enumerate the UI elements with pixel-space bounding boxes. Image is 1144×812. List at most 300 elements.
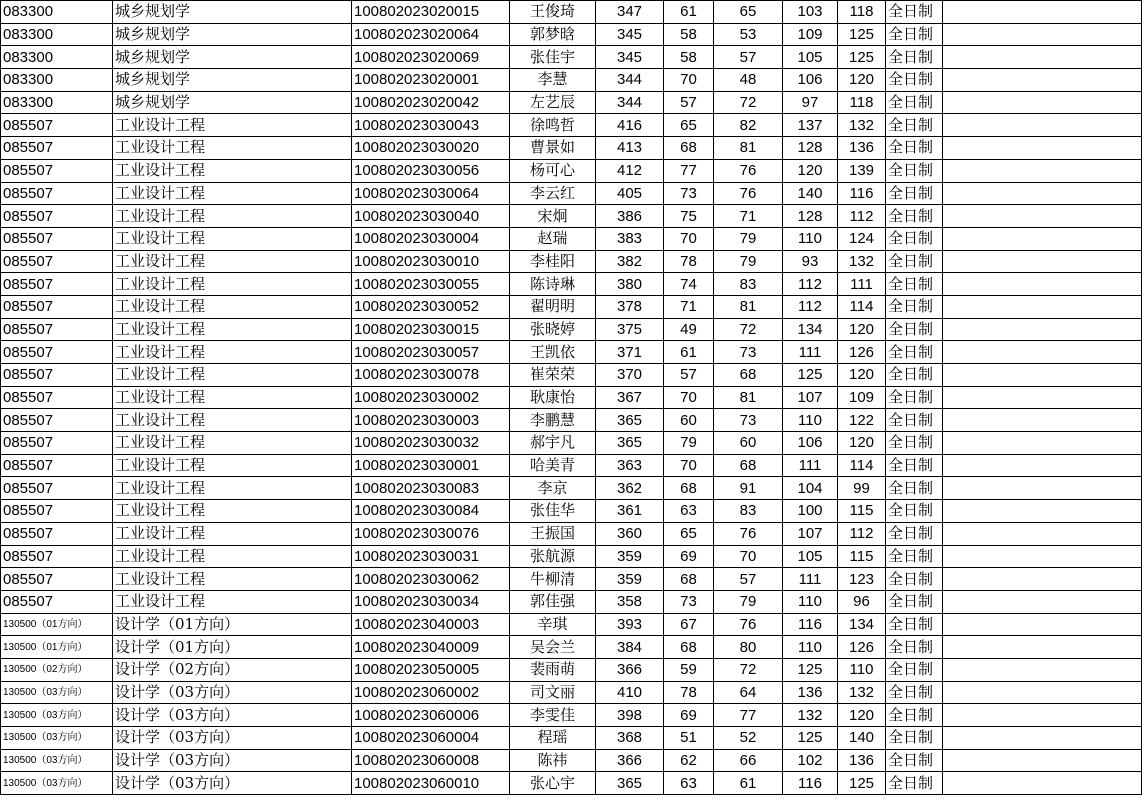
student-name-cell: 杨可心 <box>510 159 596 182</box>
foreign-language-score-cell: 66 <box>714 749 783 772</box>
foreign-language-score-cell: 73 <box>714 341 783 364</box>
empty-cell <box>943 568 1142 591</box>
study-mode-cell: 全日制 <box>886 500 943 523</box>
subject2-score-cell: 116 <box>838 182 886 205</box>
subject1-score-cell: 102 <box>783 749 838 772</box>
foreign-language-score-cell: 76 <box>714 159 783 182</box>
subject2-score-cell: 140 <box>838 727 886 750</box>
total-score-cell: 416 <box>596 114 664 137</box>
major-code-cell: 085507 <box>1 182 113 205</box>
table-row <box>1 159 1142 182</box>
subject1-score-cell: 137 <box>783 114 838 137</box>
subject1-score-cell: 111 <box>783 341 838 364</box>
politics-score-cell: 70 <box>664 454 714 477</box>
table-row <box>1 273 1142 296</box>
study-mode-cell: 全日制 <box>886 590 943 613</box>
total-score-cell: 412 <box>596 159 664 182</box>
subject2-score-cell: 112 <box>838 522 886 545</box>
politics-score-cell: 69 <box>664 704 714 727</box>
exam-id-cell: 100802023030002 <box>352 386 510 409</box>
student-name-cell: 王振国 <box>510 522 596 545</box>
exam-id-cell: 100802023030084 <box>352 500 510 523</box>
empty-cell <box>943 1 1142 24</box>
politics-score-cell: 77 <box>664 159 714 182</box>
major-name-cell: 工业设计工程 <box>113 318 352 341</box>
total-score-cell: 380 <box>596 273 664 296</box>
major-name-cell: 工业设计工程 <box>113 386 352 409</box>
table-row <box>1 590 1142 613</box>
table-row <box>1 182 1142 205</box>
study-mode-cell: 全日制 <box>886 386 943 409</box>
politics-score-cell: 69 <box>664 545 714 568</box>
foreign-language-score-cell: 71 <box>714 205 783 228</box>
foreign-language-score-cell: 52 <box>714 727 783 750</box>
major-code-cell: 130500（03方向） <box>1 772 113 795</box>
exam-id-cell: 100802023060006 <box>352 704 510 727</box>
subject1-score-cell: 104 <box>783 477 838 500</box>
politics-score-cell: 78 <box>664 250 714 273</box>
subject2-score-cell: 112 <box>838 205 886 228</box>
subject1-score-cell: 140 <box>783 182 838 205</box>
table-row <box>1 386 1142 409</box>
major-name-cell: 工业设计工程 <box>113 500 352 523</box>
student-name-cell: 郝宇凡 <box>510 432 596 455</box>
major-code-cell: 085507 <box>1 454 113 477</box>
empty-cell <box>943 409 1142 432</box>
subject1-score-cell: 112 <box>783 295 838 318</box>
empty-cell <box>943 522 1142 545</box>
student-name-cell: 司文丽 <box>510 681 596 704</box>
politics-score-cell: 49 <box>664 318 714 341</box>
student-name-cell: 牛柳清 <box>510 568 596 591</box>
empty-cell <box>943 704 1142 727</box>
exam-id-cell: 100802023030083 <box>352 477 510 500</box>
major-name-cell: 工业设计工程 <box>113 273 352 296</box>
student-name-cell: 赵瑞 <box>510 227 596 250</box>
major-name-cell: 工业设计工程 <box>113 227 352 250</box>
table-row <box>1 364 1142 387</box>
politics-score-cell: 67 <box>664 613 714 636</box>
subject1-score-cell: 128 <box>783 205 838 228</box>
total-score-cell: 375 <box>596 318 664 341</box>
subject2-score-cell: 115 <box>838 500 886 523</box>
study-mode-cell: 全日制 <box>886 454 943 477</box>
subject2-score-cell: 111 <box>838 273 886 296</box>
subject2-score-cell: 132 <box>838 681 886 704</box>
table-row <box>1 250 1142 273</box>
major-code-cell: 085507 <box>1 432 113 455</box>
exam-id-cell: 100802023030078 <box>352 364 510 387</box>
major-name-cell: 城乡规划学 <box>113 1 352 24</box>
total-score-cell: 371 <box>596 341 664 364</box>
exam-id-cell: 100802023030031 <box>352 545 510 568</box>
foreign-language-score-cell: 77 <box>714 704 783 727</box>
empty-cell <box>943 658 1142 681</box>
politics-score-cell: 58 <box>664 23 714 46</box>
empty-cell <box>943 159 1142 182</box>
major-name-cell: 工业设计工程 <box>113 545 352 568</box>
politics-score-cell: 61 <box>664 1 714 24</box>
major-code-cell: 130500（03方向） <box>1 727 113 750</box>
exam-id-cell: 100802023030010 <box>352 250 510 273</box>
student-name-cell: 曹景如 <box>510 137 596 160</box>
exam-id-cell: 100802023020015 <box>352 1 510 24</box>
total-score-cell: 365 <box>596 772 664 795</box>
subject1-score-cell: 125 <box>783 727 838 750</box>
major-code-cell: 085507 <box>1 318 113 341</box>
study-mode-cell: 全日制 <box>886 182 943 205</box>
exam-id-cell: 100802023020042 <box>352 91 510 114</box>
foreign-language-score-cell: 68 <box>714 454 783 477</box>
subject2-score-cell: 125 <box>838 46 886 69</box>
study-mode-cell: 全日制 <box>886 568 943 591</box>
empty-cell <box>943 273 1142 296</box>
student-name-cell: 李云红 <box>510 182 596 205</box>
table-row <box>1 658 1142 681</box>
major-name-cell: 工业设计工程 <box>113 114 352 137</box>
subject2-score-cell: 126 <box>838 636 886 659</box>
politics-score-cell: 57 <box>664 91 714 114</box>
major-code-cell: 083300 <box>1 23 113 46</box>
student-name-cell: 辛琪 <box>510 613 596 636</box>
empty-cell <box>943 500 1142 523</box>
total-score-cell: 347 <box>596 1 664 24</box>
foreign-language-score-cell: 64 <box>714 681 783 704</box>
foreign-language-score-cell: 72 <box>714 318 783 341</box>
politics-score-cell: 65 <box>664 522 714 545</box>
major-name-cell: 城乡规划学 <box>113 46 352 69</box>
foreign-language-score-cell: 76 <box>714 182 783 205</box>
politics-score-cell: 71 <box>664 295 714 318</box>
exam-id-cell: 100802023060004 <box>352 727 510 750</box>
major-code-cell: 085507 <box>1 409 113 432</box>
politics-score-cell: 68 <box>664 636 714 659</box>
subject1-score-cell: 116 <box>783 772 838 795</box>
exam-id-cell: 100802023030055 <box>352 273 510 296</box>
foreign-language-score-cell: 79 <box>714 227 783 250</box>
total-score-cell: 413 <box>596 137 664 160</box>
politics-score-cell: 59 <box>664 658 714 681</box>
subject2-score-cell: 139 <box>838 159 886 182</box>
table-row <box>1 227 1142 250</box>
subject1-score-cell: 110 <box>783 409 838 432</box>
foreign-language-score-cell: 53 <box>714 23 783 46</box>
exam-id-cell: 100802023020069 <box>352 46 510 69</box>
empty-cell <box>943 250 1142 273</box>
study-mode-cell: 全日制 <box>886 409 943 432</box>
total-score-cell: 386 <box>596 205 664 228</box>
subject2-score-cell: 124 <box>838 227 886 250</box>
study-mode-cell: 全日制 <box>886 1 943 24</box>
student-name-cell: 李雯佳 <box>510 704 596 727</box>
foreign-language-score-cell: 48 <box>714 69 783 92</box>
table-row <box>1 409 1142 432</box>
table-row <box>1 318 1142 341</box>
total-score-cell: 361 <box>596 500 664 523</box>
study-mode-cell: 全日制 <box>886 704 943 727</box>
major-code-cell: 083300 <box>1 91 113 114</box>
student-name-cell: 张航源 <box>510 545 596 568</box>
politics-score-cell: 60 <box>664 409 714 432</box>
study-mode-cell: 全日制 <box>886 636 943 659</box>
major-code-cell: 085507 <box>1 568 113 591</box>
table-row <box>1 749 1142 772</box>
politics-score-cell: 62 <box>664 749 714 772</box>
subject2-score-cell: 118 <box>838 91 886 114</box>
subject2-score-cell: 136 <box>838 749 886 772</box>
subject1-score-cell: 107 <box>783 522 838 545</box>
politics-score-cell: 58 <box>664 46 714 69</box>
total-score-cell: 359 <box>596 568 664 591</box>
table-row <box>1 91 1142 114</box>
student-name-cell: 宋炯 <box>510 205 596 228</box>
study-mode-cell: 全日制 <box>886 318 943 341</box>
exam-id-cell: 100802023060008 <box>352 749 510 772</box>
student-name-cell: 张佳华 <box>510 500 596 523</box>
major-name-cell: 工业设计工程 <box>113 409 352 432</box>
table-row <box>1 46 1142 69</box>
politics-score-cell: 63 <box>664 772 714 795</box>
foreign-language-score-cell: 82 <box>714 114 783 137</box>
table-row <box>1 114 1142 137</box>
empty-cell <box>943 69 1142 92</box>
table-row <box>1 545 1142 568</box>
student-name-cell: 张心宇 <box>510 772 596 795</box>
student-name-cell: 郭佳强 <box>510 590 596 613</box>
exam-id-cell: 100802023030052 <box>352 295 510 318</box>
table-row <box>1 137 1142 160</box>
exam-id-cell: 100802023030003 <box>352 409 510 432</box>
study-mode-cell: 全日制 <box>886 341 943 364</box>
politics-score-cell: 70 <box>664 386 714 409</box>
major-code-cell: 085507 <box>1 114 113 137</box>
major-name-cell: 设计学（03方向） <box>113 749 352 772</box>
major-name-cell: 工业设计工程 <box>113 568 352 591</box>
foreign-language-score-cell: 81 <box>714 386 783 409</box>
major-code-cell: 085507 <box>1 500 113 523</box>
empty-cell <box>943 91 1142 114</box>
politics-score-cell: 79 <box>664 432 714 455</box>
subject2-score-cell: 132 <box>838 250 886 273</box>
foreign-language-score-cell: 57 <box>714 568 783 591</box>
politics-score-cell: 63 <box>664 500 714 523</box>
table-row <box>1 636 1142 659</box>
study-mode-cell: 全日制 <box>886 749 943 772</box>
table-row <box>1 454 1142 477</box>
exam-id-cell: 100802023060010 <box>352 772 510 795</box>
politics-score-cell: 75 <box>664 205 714 228</box>
major-code-cell: 130500（03方向） <box>1 681 113 704</box>
subject2-score-cell: 134 <box>838 613 886 636</box>
student-name-cell: 翟明明 <box>510 295 596 318</box>
subject1-score-cell: 106 <box>783 432 838 455</box>
study-mode-cell: 全日制 <box>886 46 943 69</box>
politics-score-cell: 68 <box>664 137 714 160</box>
foreign-language-score-cell: 68 <box>714 364 783 387</box>
major-code-cell: 083300 <box>1 46 113 69</box>
politics-score-cell: 73 <box>664 590 714 613</box>
politics-score-cell: 68 <box>664 568 714 591</box>
exam-id-cell: 100802023030062 <box>352 568 510 591</box>
empty-cell <box>943 227 1142 250</box>
major-name-cell: 工业设计工程 <box>113 341 352 364</box>
student-name-cell: 王凯依 <box>510 341 596 364</box>
exam-id-cell: 100802023040009 <box>352 636 510 659</box>
student-name-cell: 李京 <box>510 477 596 500</box>
major-code-cell: 085507 <box>1 386 113 409</box>
empty-cell <box>943 341 1142 364</box>
major-name-cell: 工业设计工程 <box>113 522 352 545</box>
study-mode-cell: 全日制 <box>886 658 943 681</box>
foreign-language-score-cell: 91 <box>714 477 783 500</box>
total-score-cell: 360 <box>596 522 664 545</box>
major-name-cell: 设计学（01方向） <box>113 636 352 659</box>
empty-cell <box>943 749 1142 772</box>
subject1-score-cell: 110 <box>783 227 838 250</box>
major-code-cell: 085507 <box>1 137 113 160</box>
total-score-cell: 384 <box>596 636 664 659</box>
total-score-cell: 365 <box>596 432 664 455</box>
subject2-score-cell: 110 <box>838 658 886 681</box>
total-score-cell: 358 <box>596 590 664 613</box>
empty-cell <box>943 545 1142 568</box>
empty-cell <box>943 295 1142 318</box>
subject1-score-cell: 136 <box>783 681 838 704</box>
table-row <box>1 205 1142 228</box>
foreign-language-score-cell: 79 <box>714 590 783 613</box>
study-mode-cell: 全日制 <box>886 250 943 273</box>
student-name-cell: 左艺辰 <box>510 91 596 114</box>
table-row <box>1 23 1142 46</box>
politics-score-cell: 73 <box>664 182 714 205</box>
total-score-cell: 382 <box>596 250 664 273</box>
subject2-score-cell: 122 <box>838 409 886 432</box>
total-score-cell: 383 <box>596 227 664 250</box>
empty-cell <box>943 23 1142 46</box>
subject1-score-cell: 97 <box>783 91 838 114</box>
student-name-cell: 郭梦晗 <box>510 23 596 46</box>
exam-id-cell: 100802023030076 <box>352 522 510 545</box>
study-mode-cell: 全日制 <box>886 432 943 455</box>
empty-cell <box>943 205 1142 228</box>
politics-score-cell: 61 <box>664 341 714 364</box>
study-mode-cell: 全日制 <box>886 227 943 250</box>
foreign-language-score-cell: 65 <box>714 1 783 24</box>
study-mode-cell: 全日制 <box>886 545 943 568</box>
table-row <box>1 522 1142 545</box>
empty-cell <box>943 590 1142 613</box>
table-row <box>1 295 1142 318</box>
politics-score-cell: 68 <box>664 477 714 500</box>
foreign-language-score-cell: 73 <box>714 409 783 432</box>
subject1-score-cell: 105 <box>783 46 838 69</box>
politics-score-cell: 74 <box>664 273 714 296</box>
exam-id-cell: 100802023030004 <box>352 227 510 250</box>
empty-cell <box>943 432 1142 455</box>
study-mode-cell: 全日制 <box>886 477 943 500</box>
exam-id-cell: 100802023030020 <box>352 137 510 160</box>
politics-score-cell: 57 <box>664 364 714 387</box>
subject1-score-cell: 128 <box>783 137 838 160</box>
subject2-score-cell: 126 <box>838 341 886 364</box>
subject1-score-cell: 132 <box>783 704 838 727</box>
major-name-cell: 工业设计工程 <box>113 295 352 318</box>
exam-id-cell: 100802023030043 <box>352 114 510 137</box>
subject2-score-cell: 115 <box>838 545 886 568</box>
exam-id-cell: 100802023030040 <box>352 205 510 228</box>
table-row <box>1 772 1142 795</box>
subject2-score-cell: 120 <box>838 704 886 727</box>
major-code-cell: 085507 <box>1 227 113 250</box>
total-score-cell: 410 <box>596 681 664 704</box>
empty-cell <box>943 613 1142 636</box>
student-name-cell: 张晓婷 <box>510 318 596 341</box>
major-name-cell: 设计学（03方向） <box>113 681 352 704</box>
major-code-cell: 085507 <box>1 341 113 364</box>
major-code-cell: 130500（02方向） <box>1 658 113 681</box>
study-mode-cell: 全日制 <box>886 114 943 137</box>
foreign-language-score-cell: 80 <box>714 636 783 659</box>
subject2-score-cell: 118 <box>838 1 886 24</box>
study-mode-cell: 全日制 <box>886 137 943 160</box>
foreign-language-score-cell: 81 <box>714 137 783 160</box>
study-mode-cell: 全日制 <box>886 23 943 46</box>
subject2-score-cell: 120 <box>838 364 886 387</box>
exam-id-cell: 100802023020001 <box>352 69 510 92</box>
empty-cell <box>943 364 1142 387</box>
subject1-score-cell: 106 <box>783 69 838 92</box>
major-name-cell: 工业设计工程 <box>113 454 352 477</box>
major-name-cell: 工业设计工程 <box>113 432 352 455</box>
table-row <box>1 1 1142 24</box>
major-code-cell: 085507 <box>1 364 113 387</box>
major-code-cell: 130500（03方向） <box>1 704 113 727</box>
major-code-cell: 085507 <box>1 205 113 228</box>
exam-id-cell: 100802023030056 <box>352 159 510 182</box>
study-mode-cell: 全日制 <box>886 205 943 228</box>
student-name-cell: 陈诗琳 <box>510 273 596 296</box>
major-name-cell: 工业设计工程 <box>113 137 352 160</box>
empty-cell <box>943 46 1142 69</box>
major-code-cell: 085507 <box>1 545 113 568</box>
major-code-cell: 130500（01方向） <box>1 636 113 659</box>
major-name-cell: 设计学（02方向） <box>113 658 352 681</box>
student-name-cell: 李桂阳 <box>510 250 596 273</box>
exam-id-cell: 100802023030032 <box>352 432 510 455</box>
exam-id-cell: 100802023040003 <box>352 613 510 636</box>
foreign-language-score-cell: 72 <box>714 658 783 681</box>
total-score-cell: 366 <box>596 749 664 772</box>
subject2-score-cell: 123 <box>838 568 886 591</box>
table-row <box>1 432 1142 455</box>
student-name-cell: 李鹏慧 <box>510 409 596 432</box>
foreign-language-score-cell: 83 <box>714 500 783 523</box>
student-name-cell: 徐鸣哲 <box>510 114 596 137</box>
study-mode-cell: 全日制 <box>886 772 943 795</box>
politics-score-cell: 51 <box>664 727 714 750</box>
major-name-cell: 城乡规划学 <box>113 91 352 114</box>
major-name-cell: 设计学（03方向） <box>113 772 352 795</box>
empty-cell <box>943 681 1142 704</box>
major-code-cell: 083300 <box>1 69 113 92</box>
total-score-cell: 345 <box>596 23 664 46</box>
total-score-cell: 367 <box>596 386 664 409</box>
subject2-score-cell: 99 <box>838 477 886 500</box>
major-name-cell: 工业设计工程 <box>113 182 352 205</box>
empty-cell <box>943 454 1142 477</box>
total-score-cell: 344 <box>596 91 664 114</box>
subject2-score-cell: 120 <box>838 318 886 341</box>
